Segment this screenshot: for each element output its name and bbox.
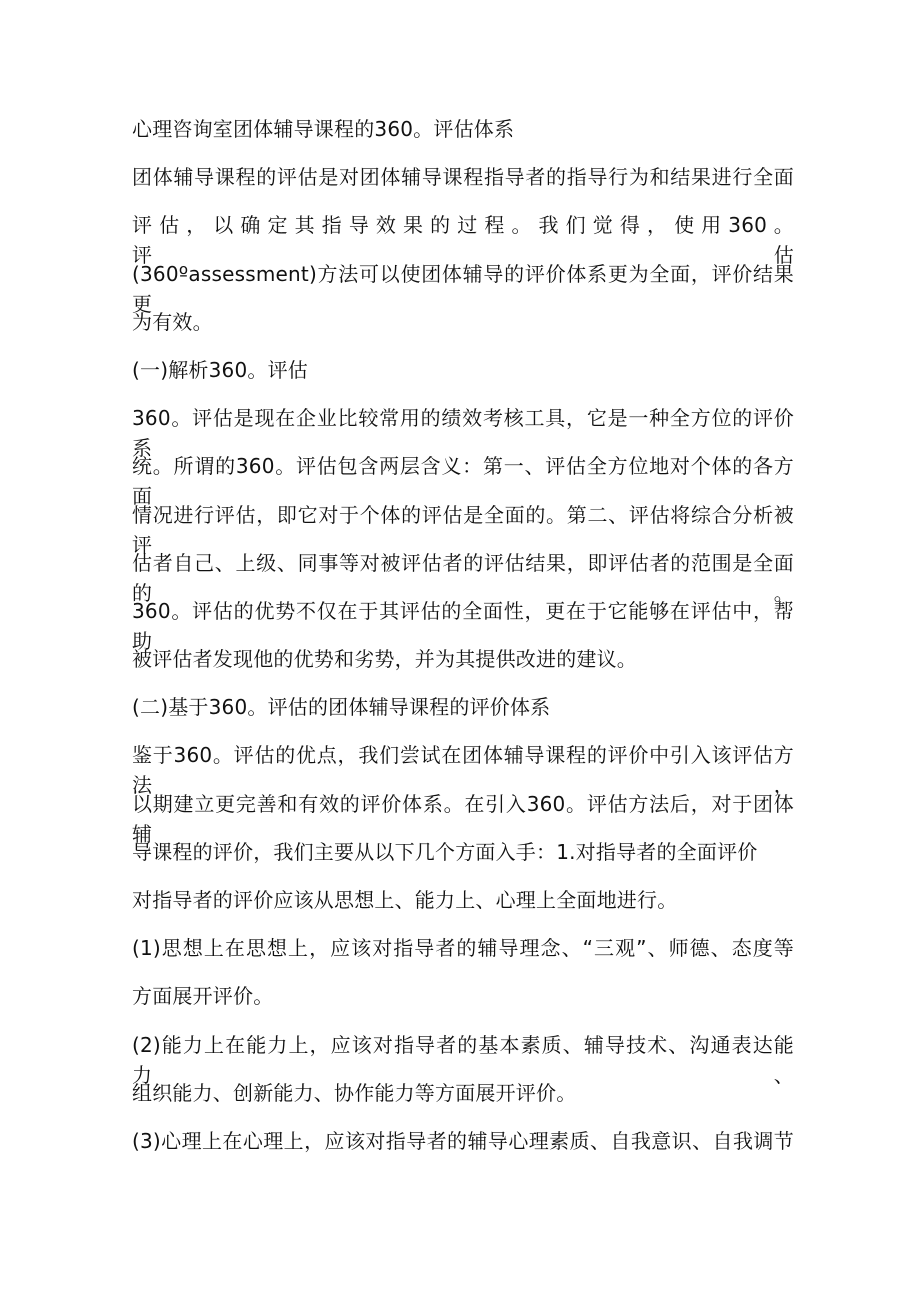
text-line: (二)基于360。评估的团体辅导课程的评价体系: [132, 695, 551, 720]
text-line: 360。评估的优势不仅在于其评估的全面性，更在于它能够在评估中，帮助: [132, 598, 794, 653]
text-line: 以期建立更完善和有效的评价体系。在引入360。评估方法后，对于团体辅: [132, 791, 794, 846]
text-line: 鉴于360。评估的优点，我们尝试在团体辅导课程的评价中引入该评估方法，: [132, 743, 794, 798]
text-line: 360。评估是现在企业比较常用的绩效考核工具，它是一种全方位的评价系: [132, 406, 794, 461]
text-line: (360ºassessment)方法可以使团体辅导的评价体系更为全面，评价结果更: [132, 261, 794, 316]
text-line: (2)能力上在能力上，应该对指导者的基本素质、辅导技术、沟通表达能力、: [132, 1032, 794, 1087]
text-line: 为有效。: [132, 309, 213, 334]
text-line: 团体辅导课程的评估是对团体辅导课程指导者的指导行为和结果进行全面: [132, 165, 794, 190]
text-line: (一)解析360。评估: [132, 357, 308, 382]
text-line: 组织能力、创新能力、协作能力等方面展开评价。: [132, 1080, 577, 1105]
text-line: 心理咨询室团体辅导课程的360。评估体系: [132, 117, 515, 141]
text-line: 评 估 ， 以 确 定 其 指 导 效 果 的 过 程 。 我 们 觉 得 ， 使 用 360 。 评 估: [132, 213, 794, 268]
text-line: 对指导者的评价应该从思想上、能力上、心理上全面地进行。: [132, 888, 678, 912]
text-line: (1)思想上在思想上，应该对指导者的辅导理念、“三观”、师德、态度等: [132, 936, 794, 961]
text-line: (3)心理上在心理上，应该对指导者的辅导心理素质、自我意识、自我调节: [132, 1128, 794, 1153]
text-line: 统。所谓的360。评估包含两层含义：第一、评估全方位地对个体的各方面: [132, 454, 794, 509]
text-line: 被评估者发现他的优势和劣势，并为其提供改进的建议。: [132, 647, 637, 672]
document-body: [132, 114, 794, 1174]
text-line: 方面展开评价。: [132, 984, 274, 1009]
text-line: 估者自己、上级、同事等对被评估者的评估结果，即评估者的范围是全面的。: [132, 550, 794, 605]
text-line: 情况进行评估，即它对于个体的评估是全面的。第二、评估将综合分析被评: [132, 502, 794, 557]
text-line: 导课程的评价，我们主要从以下几个方面入手：1.对指导者的全面评价: [132, 839, 758, 864]
